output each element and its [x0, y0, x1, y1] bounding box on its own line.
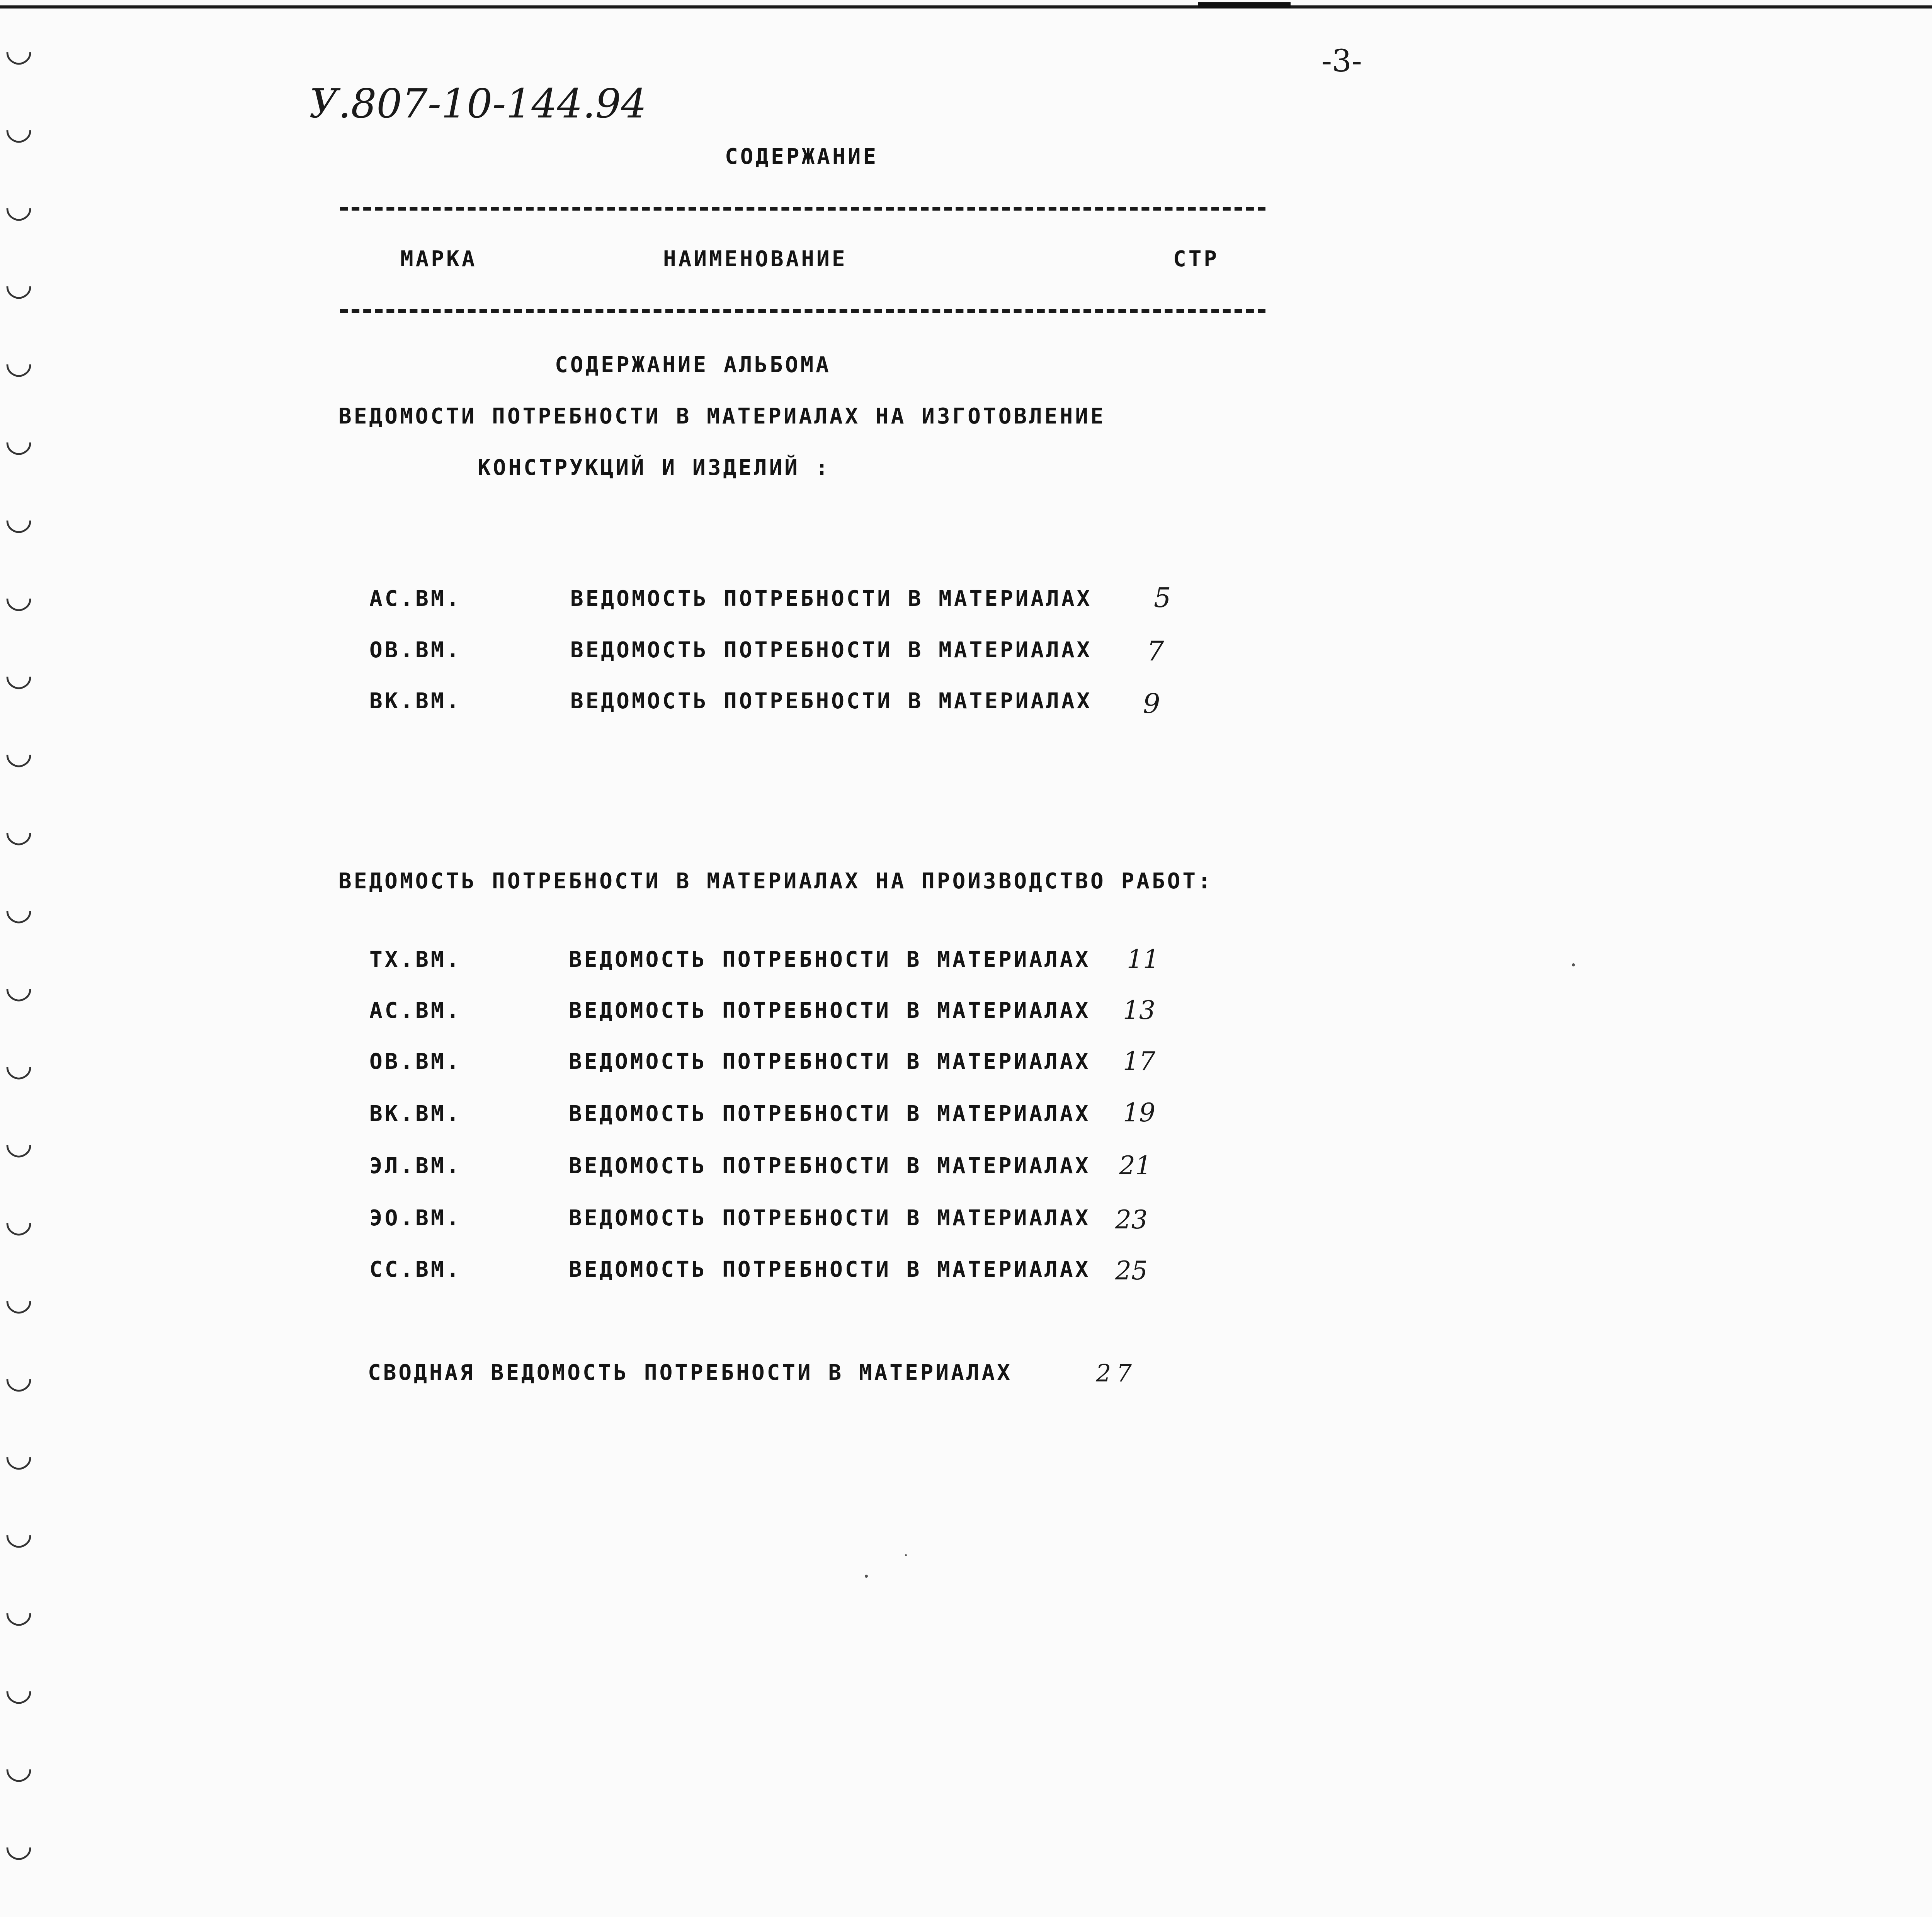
page-title: СОДЕРЖАНИЕ — [725, 144, 879, 169]
perforation-hole: ◡ — [5, 499, 33, 537]
perforation-hole: ◡ — [5, 31, 33, 68]
header-rule-bottom — [340, 309, 1265, 313]
row-name: ВЕДОМОСТЬ ПОТРЕБНОСТИ В МАТЕРИАЛАХ — [569, 1049, 1091, 1074]
top-border-line — [0, 5, 1932, 9]
column-header-mark: МАРКА — [400, 247, 477, 272]
perforation-hole: ◡ — [5, 1201, 33, 1239]
row-page: 5 — [1154, 582, 1171, 614]
perforation-hole: ◡ — [5, 1045, 33, 1083]
summary-page: 27 — [1096, 1359, 1137, 1387]
album-contents-heading: СОДЕРЖАНИЕ АЛЬБОМА — [555, 352, 831, 378]
row-mark: ВК.ВМ. — [369, 689, 462, 714]
perforation-hole: ◡ — [5, 187, 33, 225]
row-page: 11 — [1127, 944, 1159, 974]
header-rule-top — [340, 207, 1265, 211]
section1-heading: ВЕДОМОСТИ ПОТРЕБНОСТИ В МАТЕРИАЛАХ НА ИЗГОТОВЛЕНИЕ — [338, 404, 1106, 429]
perforation-hole: ◡ — [5, 967, 33, 1005]
column-header-page: СТР — [1173, 247, 1219, 272]
scan-speck — [1572, 963, 1575, 966]
row-mark: ЭО.ВМ. — [369, 1206, 462, 1231]
perforation-hole: ◡ — [5, 1592, 33, 1630]
perforation-hole: ◡ — [5, 577, 33, 615]
row-page: 21 — [1119, 1151, 1151, 1180]
row-name: ВЕДОМОСТЬ ПОТРЕБНОСТИ В МАТЕРИАЛАХ — [570, 689, 1092, 714]
document-code: У.807-10-144.94 — [309, 80, 647, 127]
row-mark: ВК.ВМ. — [369, 1101, 462, 1126]
perforation-hole: ◡ — [5, 265, 33, 303]
perforation-hole: ◡ — [5, 1514, 33, 1551]
scan-speck — [905, 1554, 907, 1556]
row-mark: ТХ.ВМ. — [369, 947, 462, 972]
scan-speck — [865, 1575, 868, 1578]
row-name: ВЕДОМОСТЬ ПОТРЕБНОСТИ В МАТЕРИАЛАХ — [569, 998, 1091, 1023]
perforation-hole: ◡ — [5, 655, 33, 693]
perforation-hole: ◡ — [5, 811, 33, 849]
row-name: ВЕДОМОСТЬ ПОТРЕБНОСТИ В МАТЕРИАЛАХ — [570, 638, 1092, 663]
row-mark: АС.ВМ. — [369, 586, 462, 611]
summary-name: СВОДНАЯ ВЕДОМОСТЬ ПОТРЕБНОСТИ В МАТЕРИАЛАХ — [368, 1360, 1013, 1385]
row-name: ВЕДОМОСТЬ ПОТРЕБНОСТИ В МАТЕРИАЛАХ — [569, 1206, 1091, 1231]
perforation-hole: ◡ — [5, 1670, 33, 1708]
perforation-hole: ◡ — [5, 1436, 33, 1473]
row-mark: СС.ВМ. — [369, 1257, 462, 1282]
section2-heading: ВЕДОМОСТЬ ПОТРЕБНОСТИ В МАТЕРИАЛАХ НА ПРОИЗВОДСТВО РАБОТ: — [338, 869, 1213, 894]
perforation-hole: ◡ — [5, 733, 33, 771]
row-page: 17 — [1123, 1046, 1155, 1076]
row-name: ВЕДОМОСТЬ ПОТРЕБНОСТИ В МАТЕРИАЛАХ — [569, 1101, 1091, 1126]
row-mark: АС.ВМ. — [369, 998, 462, 1023]
row-page: 13 — [1123, 995, 1155, 1025]
perforation-hole: ◡ — [5, 343, 33, 381]
column-header-name: НАИМЕНОВАНИЕ — [663, 247, 847, 272]
section1-heading-continued: КОНСТРУКЦИЙ И ИЗДЕЛИЙ : — [478, 455, 831, 480]
row-page: 23 — [1115, 1205, 1148, 1235]
top-border-mark — [1198, 2, 1291, 8]
row-name: ВЕДОМОСТЬ ПОТРЕБНОСТИ В МАТЕРИАЛАХ — [569, 1153, 1091, 1179]
perforation-hole: ◡ — [5, 1123, 33, 1161]
row-name: ВЕДОМОСТЬ ПОТРЕБНОСТИ В МАТЕРИАЛАХ — [570, 586, 1092, 611]
perforation-hole: ◡ — [5, 889, 33, 927]
row-name: ВЕДОМОСТЬ ПОТРЕБНОСТИ В МАТЕРИАЛАХ — [569, 947, 1091, 972]
perforation-hole: ◡ — [5, 1357, 33, 1395]
row-page: 25 — [1115, 1256, 1148, 1286]
row-mark: ЭЛ.ВМ. — [369, 1153, 462, 1179]
row-page: 9 — [1143, 688, 1160, 720]
perforation-hole: ◡ — [5, 421, 33, 459]
row-name: ВЕДОМОСТЬ ПОТРЕБНОСТИ В МАТЕРИАЛАХ — [569, 1257, 1091, 1282]
row-page: 7 — [1147, 635, 1164, 667]
row-page: 19 — [1123, 1098, 1155, 1128]
page-number: -3- — [1321, 43, 1362, 79]
perforation-hole: ◡ — [5, 1826, 33, 1864]
row-mark: ОВ.ВМ. — [369, 638, 462, 663]
perforation-hole: ◡ — [5, 109, 33, 146]
row-mark: ОВ.ВМ. — [369, 1049, 462, 1074]
perforation-hole: ◡ — [5, 1279, 33, 1317]
perforation-hole: ◡ — [5, 1748, 33, 1786]
